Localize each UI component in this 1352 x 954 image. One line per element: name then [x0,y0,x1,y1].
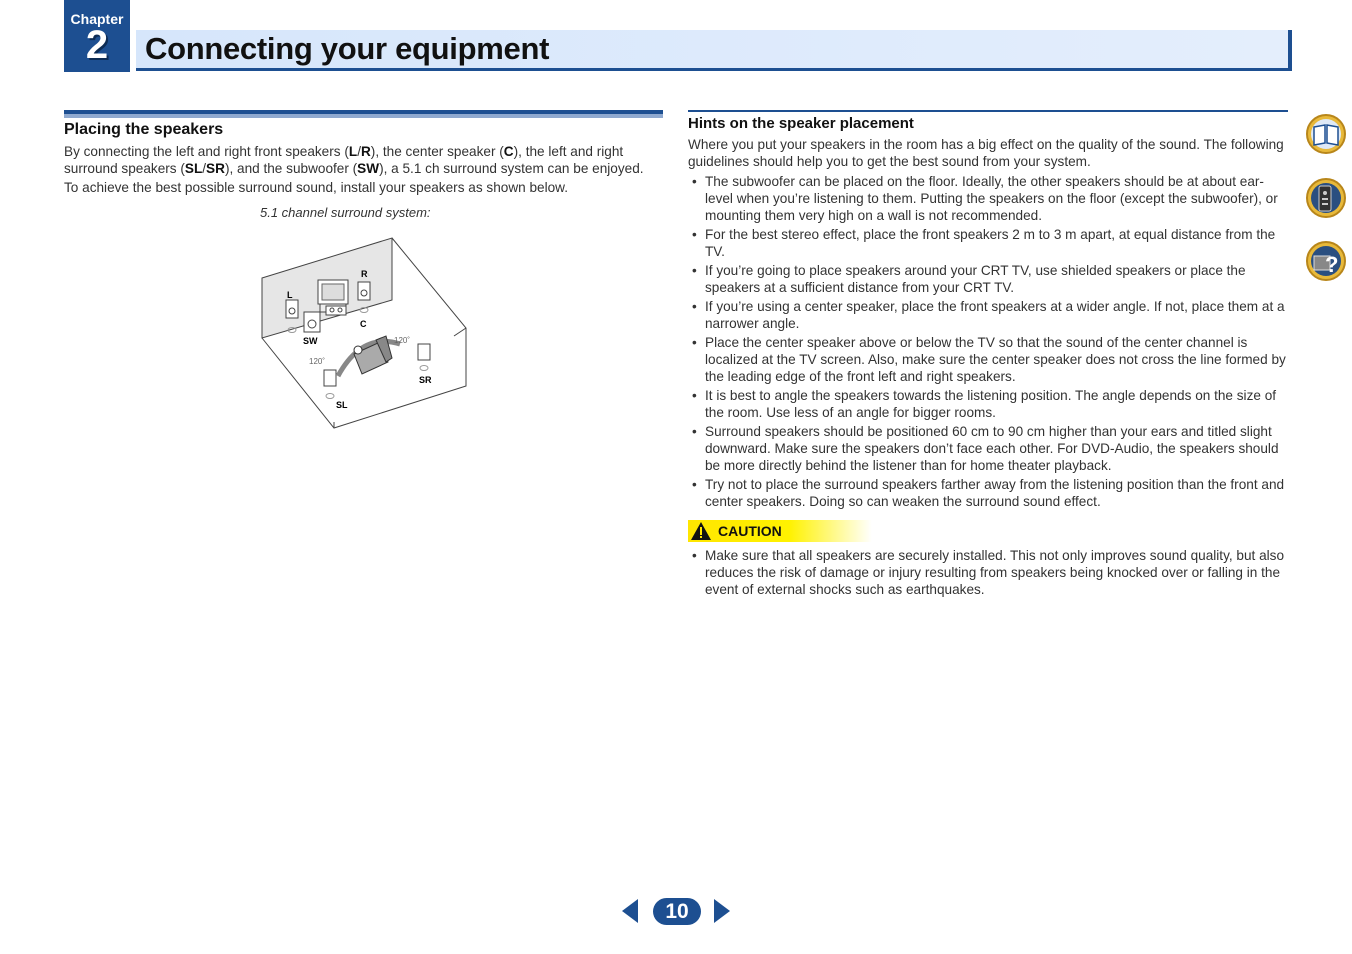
list-item: • If you’re using a center speaker, place the front speakers at a wider angle. If not, place them at a narrower angle. [688,298,1288,332]
label-sw: SW [303,336,318,346]
label-l: L [287,290,293,300]
surround-diagram [258,236,472,430]
list-item: • It is best to angle the speakers towards the listening position. The angle depends on the size of the room. Use less of an angle for bigger rooms. [688,387,1288,421]
label-sr: SR [419,375,432,385]
caution-list [688,547,1288,600]
list-item: • Place the center speaker above or below the TV so that the sound of the center channel is localized at the TV screen. Also, make sure the center speaker does not cross the line formed by the leading edge of the front left and right speakers. [688,334,1288,385]
label-c: C [360,319,367,329]
next-page-arrow-icon[interactable] [712,896,732,926]
placing-intro-paragraph: By connecting the left and right front speakers (L/R), the center speaker (C), the left and right surround speakers (SL/SR), and the subwoofer (SW), a 5.1 ch surround system can be enjoyed. [64,144,644,176]
manual-book-icon[interactable] [1305,113,1347,155]
speaker-c-icon [326,306,346,315]
list-item: • Try not to place the surround speakers farther away from the listening position than the front and center speakers. Doing so can weaken the surround sound effect. [688,476,1288,510]
label-sl: SL [336,400,348,410]
prev-page-arrow-icon[interactable] [620,896,640,926]
caution-label: CAUTION [718,523,782,539]
svg-text:?: ? [1325,252,1339,277]
right-section-rule [688,110,1288,112]
caution-banner [688,520,872,542]
subwoofer-icon [304,312,320,332]
hints-heading: Hints on the speaker placement [688,115,914,132]
page-title: Connecting your equipment [145,31,550,66]
chapter-label: Chapter [70,11,124,27]
placing-second-paragraph: To achieve the best possible surround sound, install your speakers as shown below. [64,180,569,195]
list-item: • The subwoofer can be placed on the floor. Ideally, the other speakers should be at about ear-level when you’re listening to them. Putting the speakers on the floor (except the subwoofer), or mounting them very high on a wall is not recommended. [688,173,1288,224]
remote-control-icon[interactable] [1305,177,1347,219]
title-bar [136,30,1292,71]
help-question-icon[interactable] [1305,240,1347,282]
chapter-tab [64,0,130,72]
page-number: 10 [653,898,701,925]
placing-speakers-heading: Placing the speakers [64,121,224,138]
left-section-rule [64,110,663,118]
speaker-sr-icon [418,344,430,371]
list-item: • For the best stereo effect, place the front speakers 2 m to 3 m apart, at equal distance from the TV. [688,226,1288,260]
label-r: R [361,269,368,279]
chapter-number: 2 [85,23,109,67]
diagram-caption: 5.1 channel surround system: [260,205,431,220]
warning-icon [690,521,712,541]
hints-list [688,173,1288,512]
angle-right-label: 120˚ [394,336,411,345]
list-item: • Surround speakers should be positioned 60 cm to 90 cm higher than your ears and titled slight downward. Make sure the speakers don’t face each other. For DVD-Audio, the speakers should be more directly behind the listener than for home theater playback. [688,423,1288,474]
speaker-sl-icon [324,370,336,399]
list-item: • Make sure that all speakers are securely installed. This not only improves sound quality, but also reduces the risk of damage or injury resulting from speakers being knocked over or falling in the event of external shocks such as earthquakes. [688,547,1288,598]
list-item: • If you’re going to place speakers around your CRT TV, use shielded speakers or place the speakers at a sufficient distance from your CRT TV. [688,262,1288,296]
angle-left-label: 120˚ [309,357,326,366]
hints-intro: Where you put your speakers in the room has a big effect on the quality of the sound. The following guidelines should help you to get the best sound from your system. [688,137,1284,169]
